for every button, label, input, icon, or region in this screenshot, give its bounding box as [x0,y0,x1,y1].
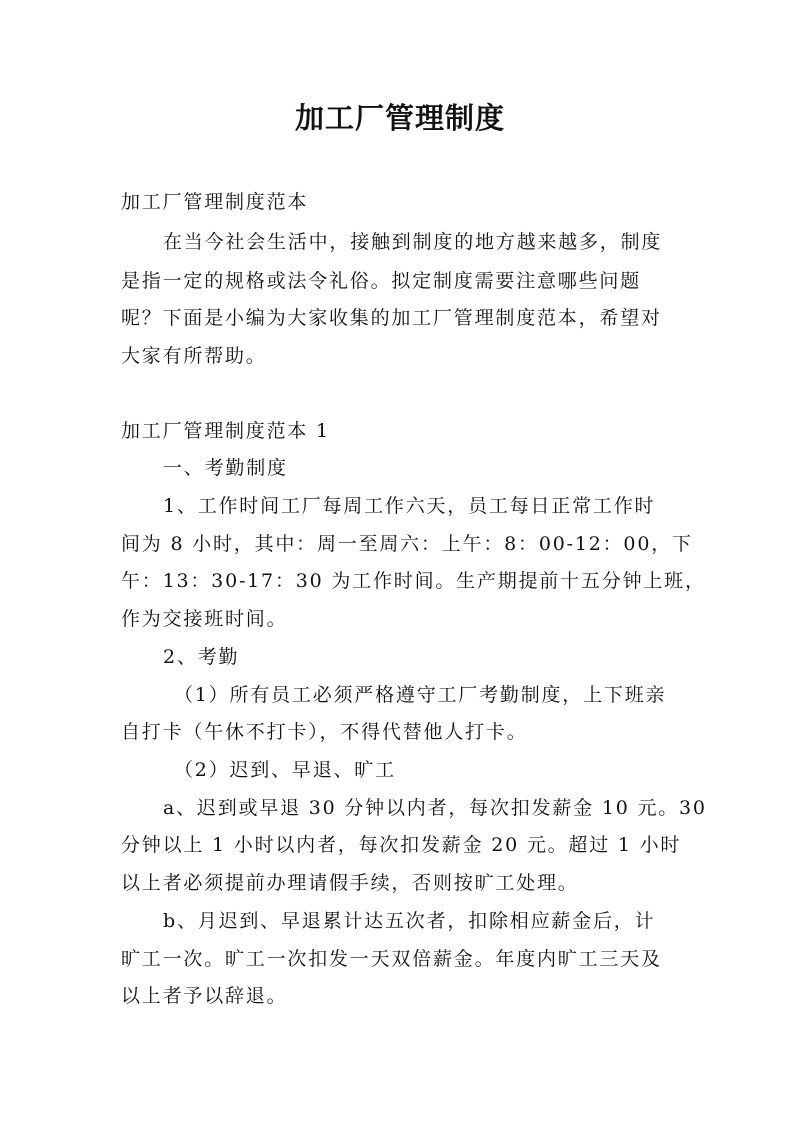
paragraph-line: 作为交接班时间。 [121,608,288,630]
paragraph-line: 自打卡（午休不打卡），不得代替他人打卡。 [121,721,528,743]
paragraph-line: b、月迟到、早退累计达五次者，扣除相应薪金后，计 [163,910,656,932]
subsection-heading: 一、考勤制度 [163,457,288,479]
paragraph-line: 呢？下面是小编为大家收集的加工厂管理制度范本，希望对 [121,307,662,329]
paragraph-line: （1）所有员工必须严格遵守工厂考勤制度，上下班亲 [174,684,667,706]
paragraph-line: 午：13：30-17：30 为工作时间。生产期提前十五分钟上班， [121,570,706,592]
paragraph-line: （2）迟到、早退、旷工 [174,759,396,781]
document-title: 加工厂管理制度 [294,101,505,135]
paragraph-line: 在当今社会生活中，接触到制度的地方越来越多，制度 [163,231,663,253]
paragraph-line: 大家有所帮助。 [121,345,267,367]
paragraph-line: a、迟到或早退 30 分钟以内者，每次扣发薪金 10 元。30 [163,797,707,819]
section-heading: 加工厂管理制度范本 [121,191,309,213]
subsection-heading: 2、考勤 [163,646,240,668]
paragraph-line: 是指一定的规格或法令礼俗。拟定制度需要注意哪些问题 [121,270,642,292]
section-heading: 加工厂管理制度范本 1 [121,420,330,442]
paragraph-line: 以上者必须提前办理请假手续，否则按旷工处理。 [121,872,579,894]
paragraph-line: 分钟以上 1 小时以内者，每次扣发薪金 20 元。超过 1 小时 [121,834,682,856]
paragraph-line: 1、工作时间工厂每周工作六天，员工每日正常工作时 [163,495,656,517]
paragraph-line: 以上者予以辞退。 [121,985,288,1007]
paragraph-line: 间为 8 小时，其中：周一至周六：上午：8：00-12：00，下 [121,533,693,555]
paragraph-line: 旷工一次。旷工一次扣发一天双倍薪金。年度内旷工三天及 [121,948,662,970]
